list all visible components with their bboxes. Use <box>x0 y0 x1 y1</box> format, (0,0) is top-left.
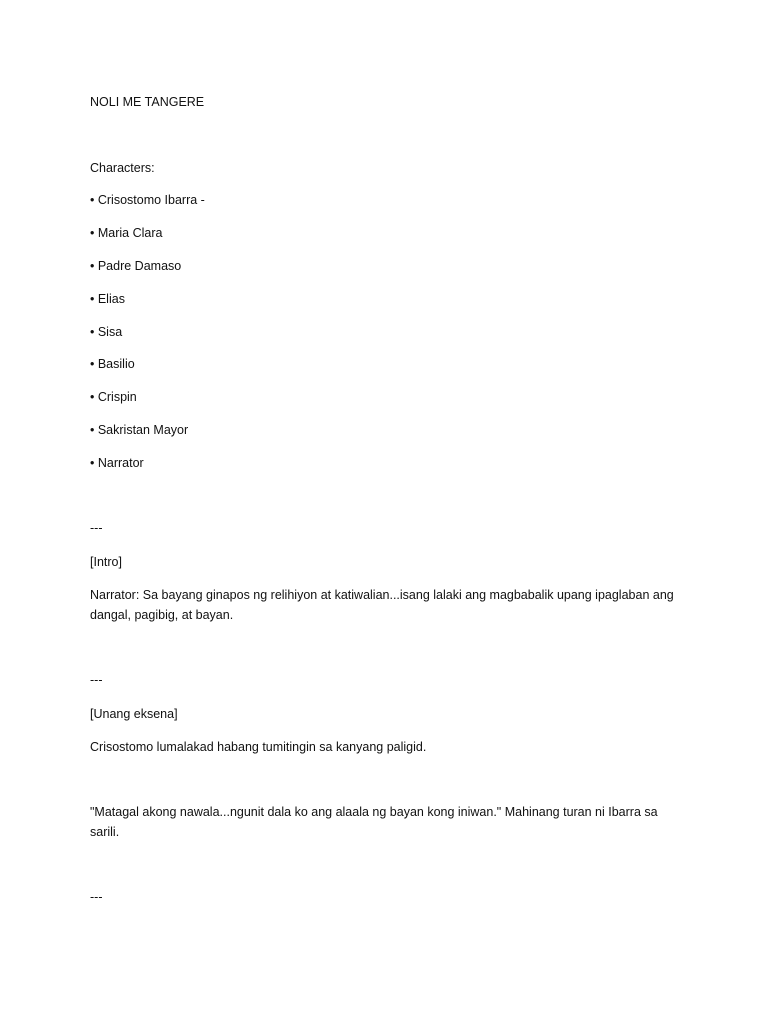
section-separator: --- <box>90 890 103 904</box>
intro-heading: [Intro] <box>90 555 122 569</box>
character-item: • Sakristan Mayor <box>90 423 189 437</box>
characters-heading: Characters: <box>90 161 155 175</box>
character-item: • Crisostomo Ibarra - <box>90 193 205 207</box>
character-item: • Basilio <box>90 357 135 371</box>
character-item: • Elias <box>90 292 125 306</box>
character-item: • Sisa <box>90 325 123 339</box>
scene1-heading: [Unang eksena] <box>90 707 178 721</box>
character-item: • Narrator <box>90 456 144 470</box>
character-item: • Maria Clara <box>90 226 163 240</box>
section-separator: --- <box>90 521 103 535</box>
scene1-action: Crisostomo lumalakad habang tumitingin sa kanyang paligid. <box>90 740 427 754</box>
character-item: • Padre Damaso <box>90 259 182 273</box>
document-title: NOLI ME TANGERE <box>90 95 205 109</box>
section-separator: --- <box>90 673 103 687</box>
character-item: • Crispin <box>90 390 137 404</box>
scene1-dialogue: "Matagal akong nawala...ngunit dala ko ang alaala ng bayan kong iniwan." Mahinang turan ni Ibarra sa sarili. <box>90 805 658 839</box>
intro-narration: Narrator: Sa bayang ginapos ng relihiyon at katiwalian...isang lalaki ang magbabalik upang ipaglaban ang dangal, pagibig, at bayan. <box>90 588 674 622</box>
